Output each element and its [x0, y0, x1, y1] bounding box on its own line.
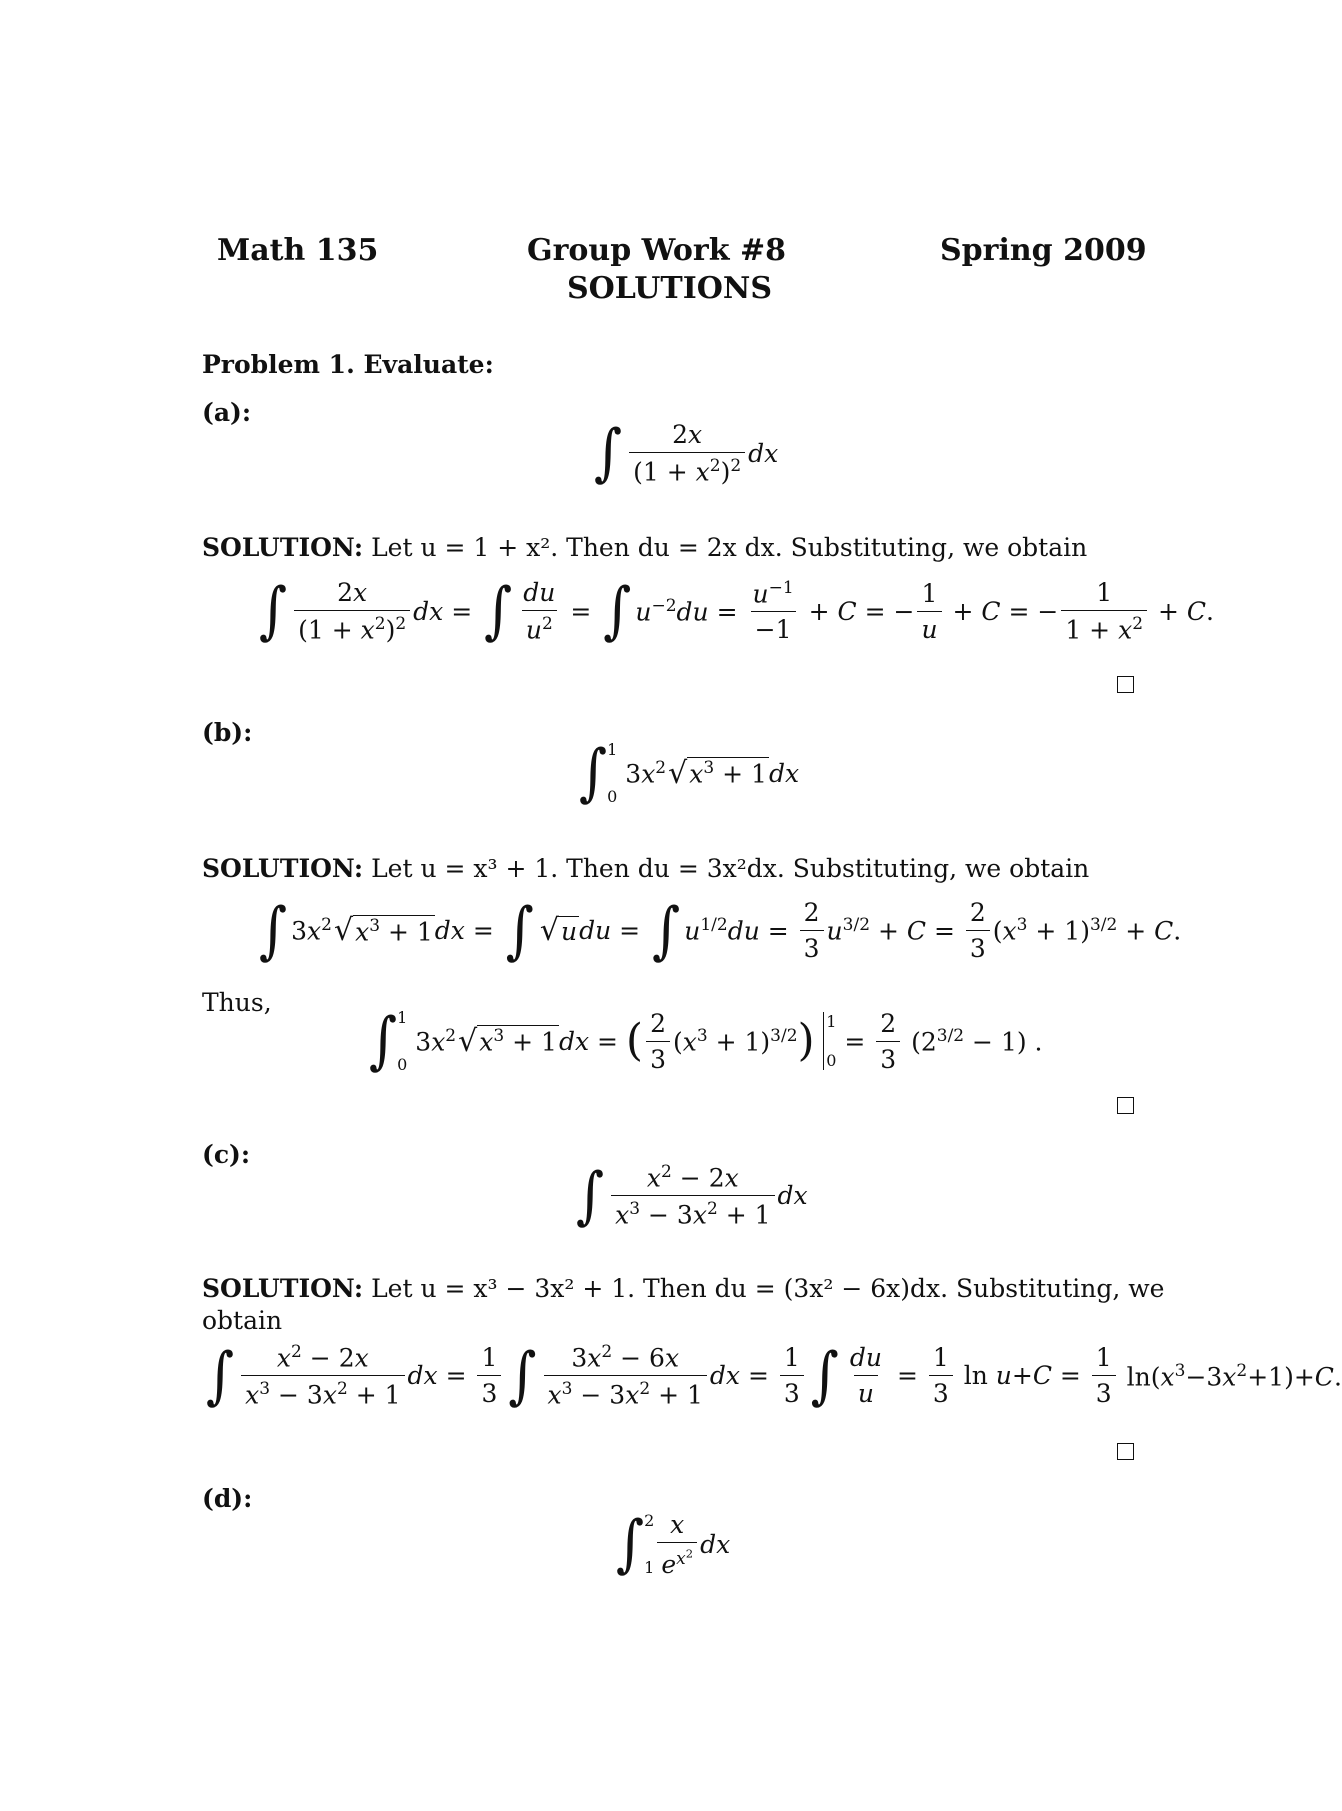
- part-a-integral: ∫ $\frac{2x}{(1 + x^2)^2}$ dx: [594, 416, 779, 489]
- part-b-result: ∫ 1 0 $3x^2$ √ $x^3 + 1$ dx = ( $\frac{2}{3}$ $(x^3 + 1)^{3/2}$ ) 1 0 = $\frac{2}{3}$ $(2^{3/2} - 1)$ .: [369, 1004, 1043, 1077]
- solution-text: Let u = x³ − 3x² + 1. Then du = (3x² − 6x)dx. Substituting, we: [371, 1274, 1165, 1303]
- qed-box-c: [1117, 1443, 1134, 1460]
- part-a-solution: [202, 533, 1087, 562]
- part-a-work: ∫ $\frac{2x}{(1 + x^2)^2}$ dx = ∫ $\frac{du}{u^2}$ = ∫ $u^{-2}du$ = $\frac{u^{-1}}{-1}$ + C = − $\frac{1}{u}$ + C = − $\frac{1}{1 + x^2}$ + C.: [259, 574, 1214, 647]
- part-b-integral: ∫ 1 0 $3x^2$ √ $x^3 + 1$ dx: [579, 736, 800, 809]
- part-b-label: (b):: [202, 718, 253, 747]
- solution-text-continued: obtain: [202, 1306, 283, 1335]
- course-title: Math 135: [217, 233, 379, 268]
- qed-box-b: [1117, 1097, 1134, 1114]
- part-c-label: (c):: [202, 1140, 251, 1169]
- part-b-work: ∫ $3x^2$ √ $x^3 + 1$ dx = ∫ √ u du = ∫ $u^{1/2}du$ = $\frac{2}{3}$ $u^{3/2} + C$ = $\frac{2}{3}$ $(x^3 + 1)^{3/2} + C$.: [259, 893, 1182, 967]
- part-d-label: (d):: [202, 1484, 253, 1513]
- part-d-integral: ∫ 2 1 $\frac{x}{e^{x^2}}$ dx: [616, 1507, 731, 1581]
- part-c-integral: ∫ $\frac{x^2 - 2x}{x^3 - 3x^2 + 1}$ dx: [576, 1159, 808, 1232]
- part-c-solution: [202, 1274, 1164, 1303]
- qed-box-a: [1117, 676, 1134, 693]
- solution-text: Let u = 1 + x². Then du = 2x dx. Substituting, we obtain: [371, 533, 1088, 562]
- solutions-title: SOLUTIONS: [567, 271, 772, 306]
- assignment-title: Group Work #8: [527, 233, 786, 268]
- solution-label: SOLUTION:: [202, 1274, 364, 1303]
- thus-text: Thus,: [202, 988, 272, 1017]
- problem-label: Problem 1. Evaluate:: [202, 350, 494, 379]
- solution-label: SOLUTION:: [202, 854, 364, 883]
- part-c-work: ∫ $\frac{x^2 - 2x}{x^3 - 3x^2 + 1}$ dx = $\frac{1}{3}$ ∫ $\frac{3x^2 - 6x}{x^3 - 3x^2 + 1}$ dx = $\frac{1}{3}$ ∫ $\frac{du}{u}$ = $\frac{1}{3}$ ln u+C = $\frac{1}{3}$ $\ln(x^3-3x^2+1)+C$.: [206, 1339, 1342, 1412]
- part-b-solution: [202, 854, 1089, 883]
- term: Spring 2009: [940, 233, 1147, 268]
- part-a-label: (a):: [202, 398, 252, 427]
- solution-text: Let u = x³ + 1. Then du = 3x²dx. Substituting, we obtain: [371, 854, 1090, 883]
- solution-label: SOLUTION:: [202, 533, 364, 562]
